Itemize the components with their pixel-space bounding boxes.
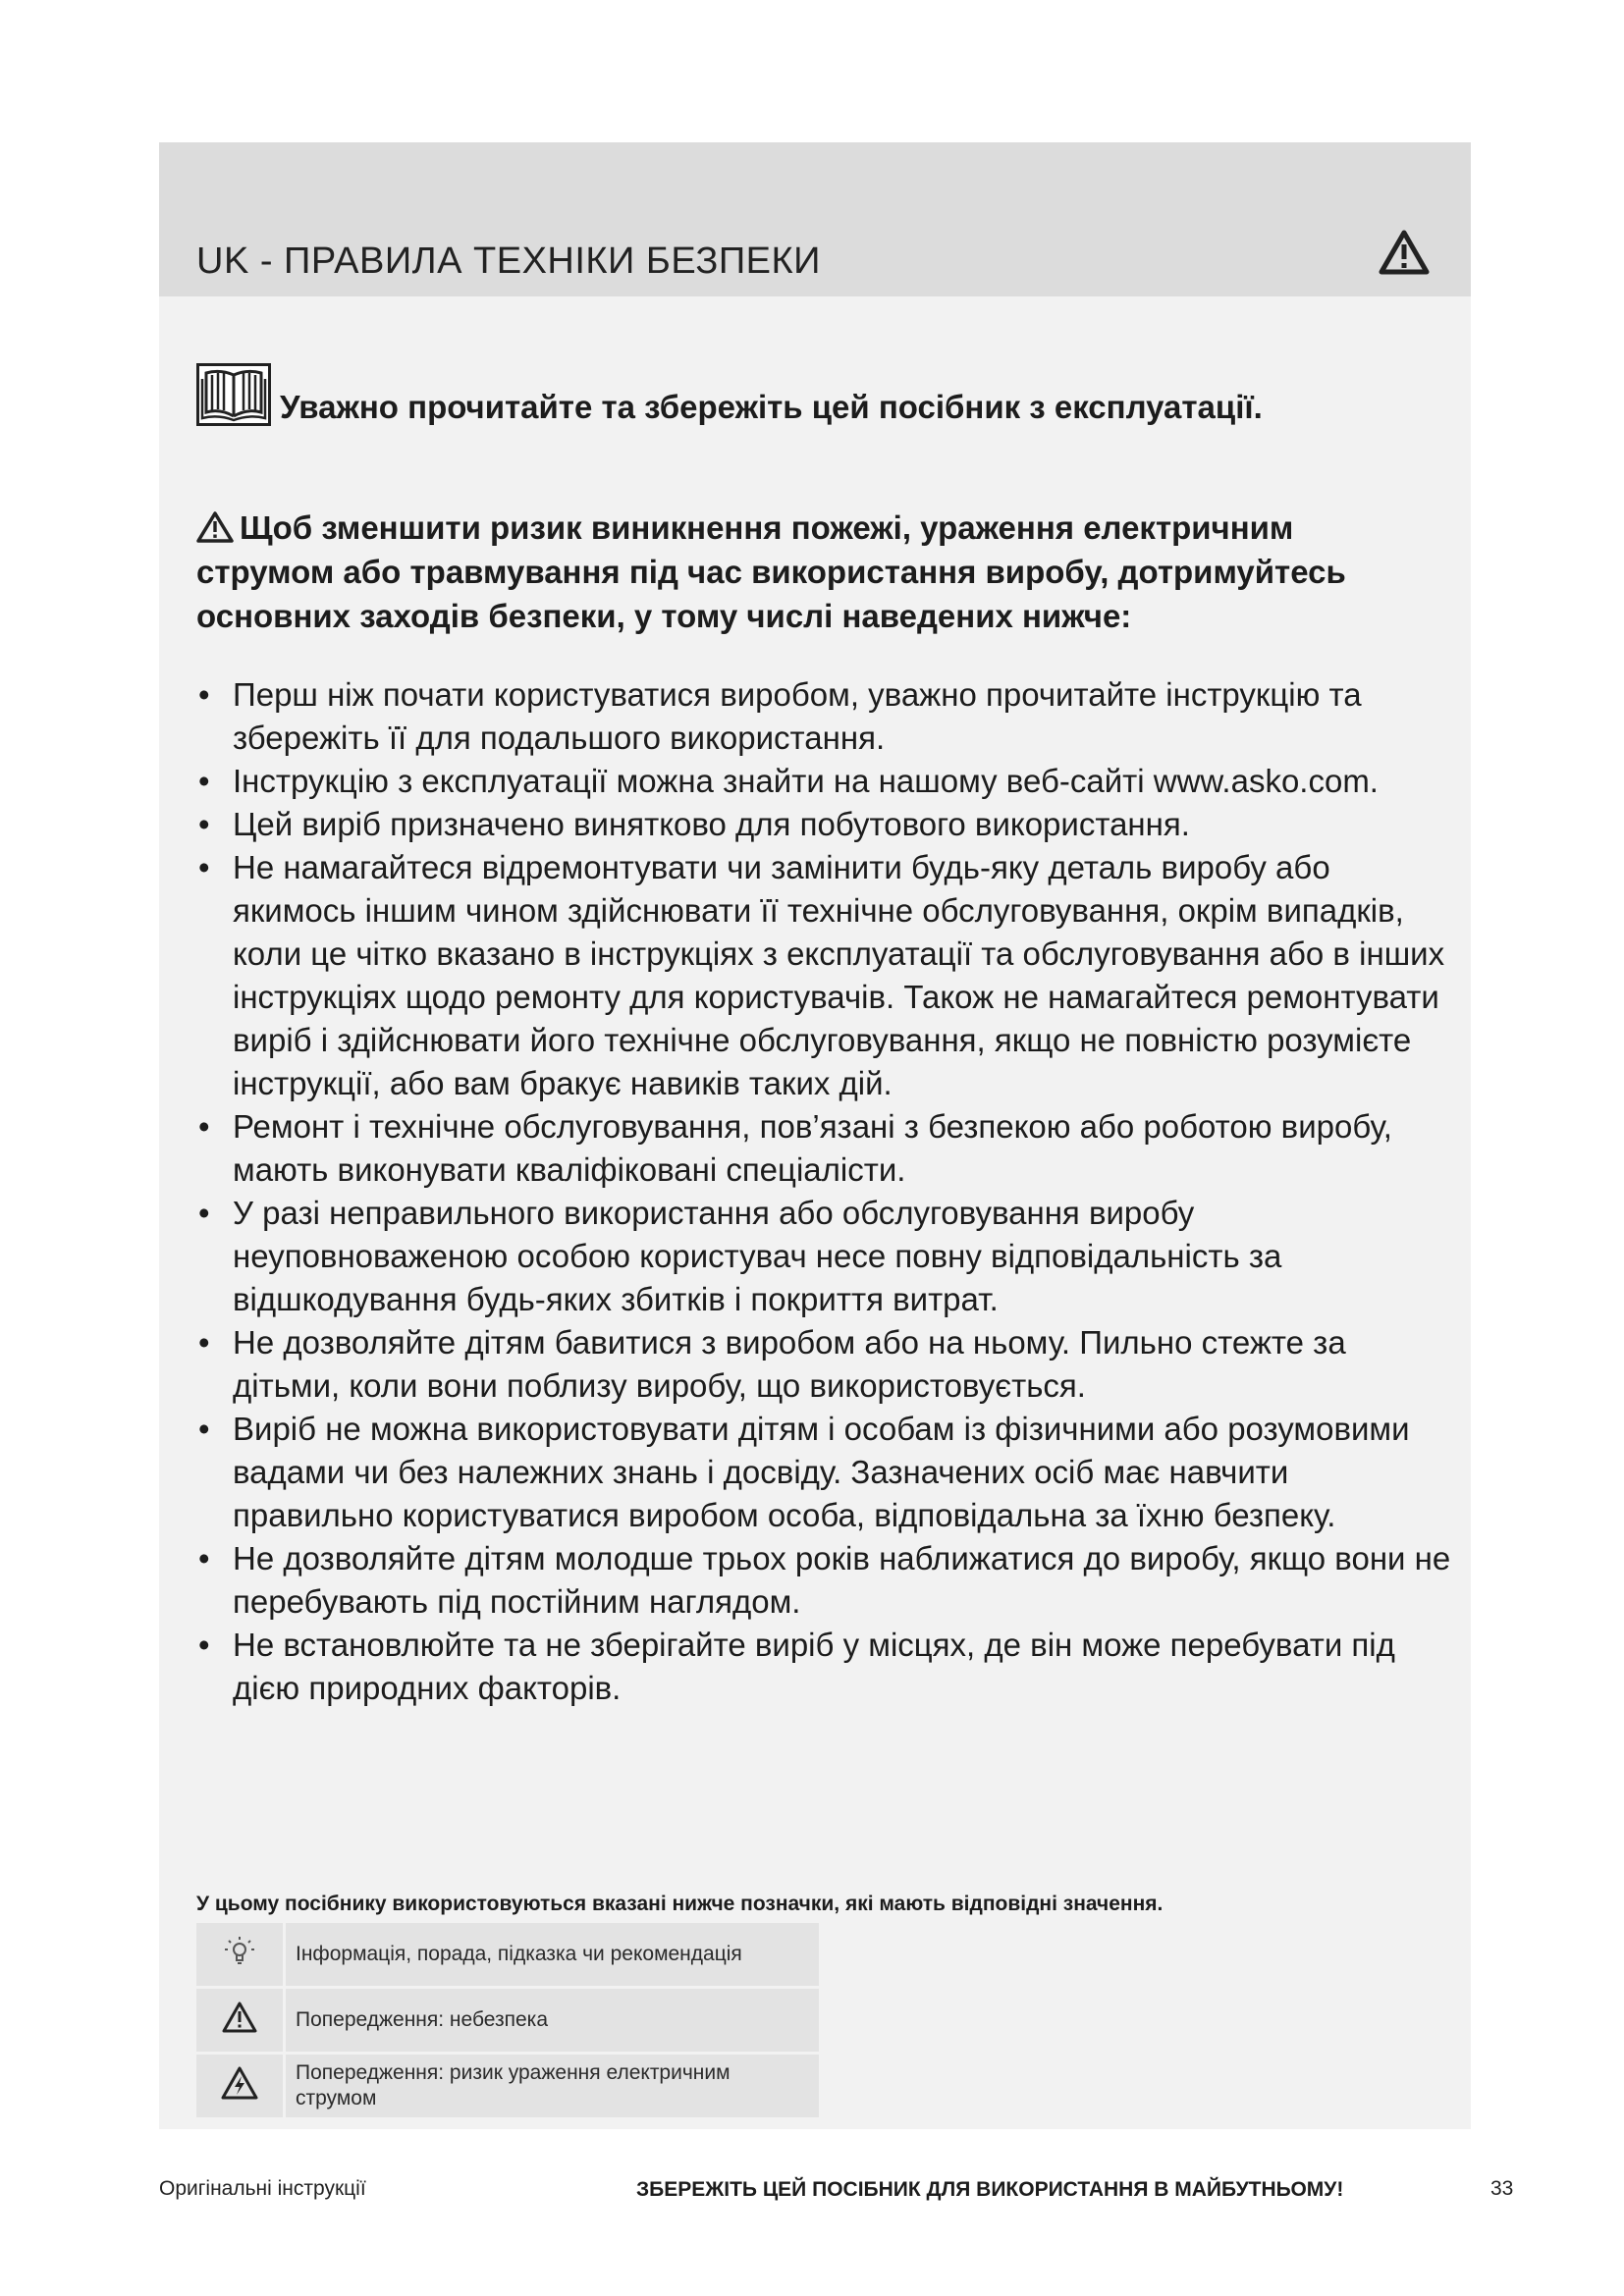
page-number: 33: [1490, 2177, 1514, 2200]
read-manual-text: Уважно прочитайте та збережіть цей посібник з експлуатації.: [280, 389, 1263, 425]
rule-text: У разі неправильного використання або обслуговування виробу неуповноваженою особою користувач несе повну відповідальність за відшкодування будь-яких збитків і покриття витрат.: [233, 1195, 1282, 1317]
safety-rules-list: [196, 673, 1453, 1710]
footer-save-manual-note: ЗБЕРЕЖІТЬ ЦЕЙ ПОСІБНИК ДЛЯ ВИКОРИСТАННЯ В МАЙБУТНЬОМУ!: [636, 2178, 1344, 2201]
list-item: [196, 846, 1453, 1105]
legend-label: Попередження: небезпека: [286, 1989, 819, 2052]
warning-triangle-icon: [196, 511, 234, 543]
rule-text: Не дозволяйте дітям молодше трьох років наближатися до виробу, якщо вони не перебувають під постійним наглядом.: [233, 1540, 1451, 1620]
footer-original-instructions: Оригінальні інструкції: [159, 2177, 366, 2200]
list-item: [196, 803, 1453, 846]
list-item: [196, 1624, 1453, 1710]
safety-warning-intro-text: Щоб зменшити ризик виникнення пожежі, ураження електричним струмом або травмування під час використання виробу, дотримуйтесь основних заходів безпеки, у тому числі наведених нижче:: [196, 509, 1346, 634]
bullet: •: [198, 1195, 210, 1231]
section-header: [159, 142, 1471, 296]
safety-panel: [159, 142, 1471, 2129]
legend-label: Попередження: ризик ураження електричним струмом: [286, 2055, 819, 2117]
list-item: [196, 1408, 1453, 1537]
rule-text: Перш ніж почати користуватися виробом, уважно прочитайте інструкцію та збережіть її для подальшого використання.: [233, 676, 1362, 756]
bullet: •: [198, 676, 210, 713]
table-row: [196, 1989, 819, 2052]
warning-triangle-icon: [222, 2002, 257, 2033]
list-item: [196, 760, 1453, 803]
list-item: [196, 1537, 1453, 1624]
list-item: [196, 1192, 1453, 1321]
section-title: UK - ПРАВИЛА ТЕХНІКИ БЕЗПЕКИ: [196, 240, 821, 282]
legend-icon-cell: [196, 1989, 286, 2052]
lightbulb-icon: [223, 1935, 256, 1968]
rule-text: Не дозволяйте дітям бавитися з виробом або на ньому. Пильно стежте за дітьми, коли вони поблизу виробу, що використовується.: [233, 1324, 1346, 1404]
bullet: •: [198, 763, 210, 799]
rule-text: Цей виріб призначено винятково для побутового використання.: [233, 806, 1190, 842]
rule-text: Ремонт і технічне обслуговування, пов’язані з безпекою або роботою виробу, мають виконувати кваліфіковані спеціалісти.: [233, 1108, 1392, 1188]
legend-icon-cell: [196, 1923, 286, 1986]
rule-text: Не встановлюйте та не зберігайте виріб у місцях, де він може перебувати під дією природних факторів.: [233, 1627, 1395, 1706]
bullet: •: [198, 1411, 210, 1447]
list-item: [196, 673, 1453, 760]
symbol-legend-intro: У цьому посібнику використовуються вказані нижче позначки, які мають відповідні значення.: [196, 1893, 1164, 1915]
symbol-legend-table: [196, 1920, 819, 2120]
warning-triangle-icon: [1379, 229, 1430, 276]
rule-text: Інструкцію з експлуатації можна знайти на нашому веб-сайті www.asko.com.: [233, 763, 1379, 799]
electric-shock-warning-icon: [221, 2066, 258, 2100]
bullet: •: [198, 1108, 210, 1145]
bullet: •: [198, 1540, 210, 1576]
bullet: •: [198, 1324, 210, 1361]
safety-warning-intro: [196, 506, 1424, 638]
list-item: [196, 1105, 1453, 1192]
table-row: [196, 2055, 819, 2117]
open-book-icon: [196, 363, 271, 426]
bullet: •: [198, 1627, 210, 1663]
bullet: •: [198, 806, 210, 842]
bullet: •: [198, 849, 210, 885]
rule-text: Не намагайтеся відремонтувати чи замінити будь-яку деталь виробу або якимось іншим чином здійснювати її технічне обслуговування, окрім випадків, коли це чітко вказано в інструкціях з експлуатації та обслуговування або в інших інструкціях щодо ремонту для користувачів. Також не намагайтеся ремонтувати виріб і здійснювати його технічне обслуговування, якщо не повністю розумієте інструкції, або вам бракує навиків таких дій.: [233, 849, 1445, 1101]
table-row: [196, 1923, 819, 1986]
list-item: [196, 1321, 1453, 1408]
legend-label: Інформація, порада, підказка чи рекомендація: [286, 1923, 819, 1986]
legend-icon-cell: [196, 2055, 286, 2117]
rule-text: Виріб не можна використовувати дітям і особам із фізичними або розумовими вадами чи без належних знань і досвіду. Зазначених осіб має навчити правильно користуватися виробом особа, відповідальна за їхню безпеку.: [233, 1411, 1410, 1533]
